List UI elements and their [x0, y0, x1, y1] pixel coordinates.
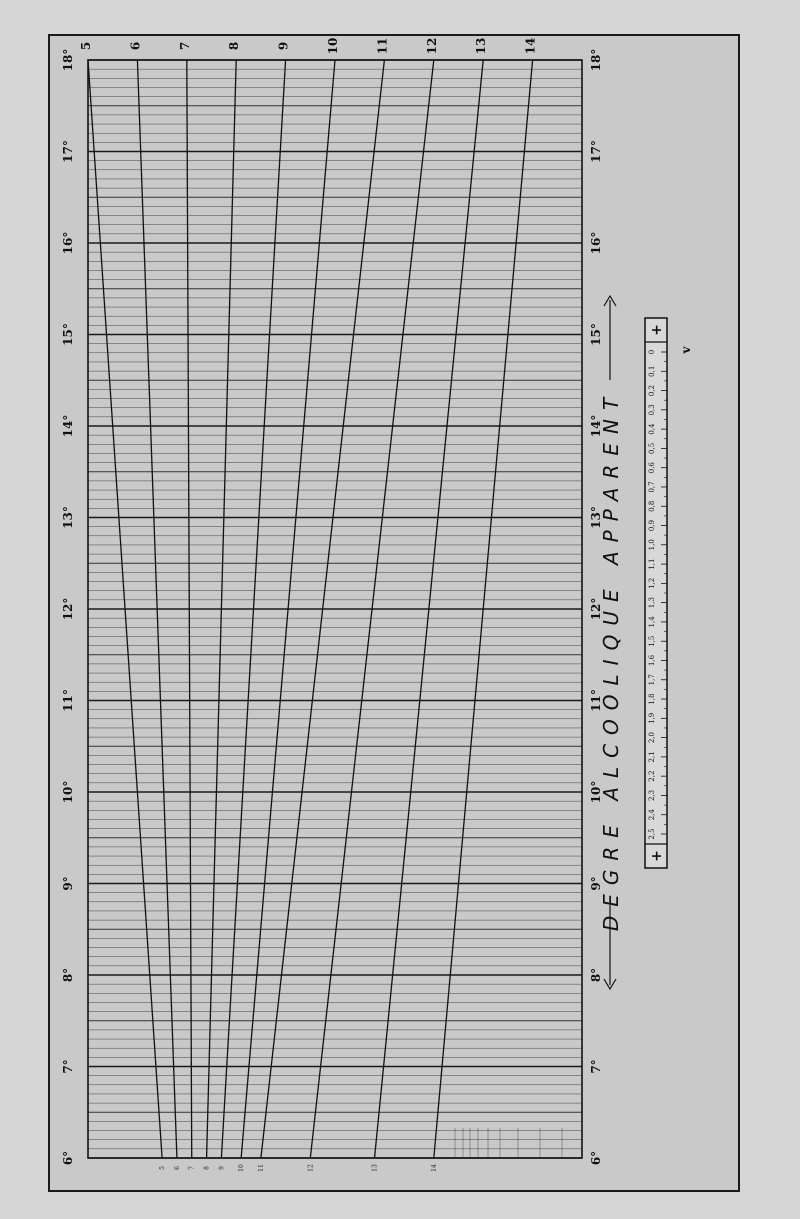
x-tick-label-right: 15° — [589, 323, 603, 346]
x-tick-label-right: 13° — [589, 506, 603, 529]
scale-label: 0,3 — [648, 404, 656, 416]
x-tick-label-left: 15° — [61, 323, 75, 346]
series-label-top: 14 — [523, 37, 538, 55]
scale-label: 0,2 — [648, 384, 656, 397]
scale-label: 0 — [648, 349, 656, 355]
series-label-bottom: 5 — [159, 1166, 167, 1170]
scale-sign: + — [649, 324, 665, 336]
grid — [88, 60, 582, 1158]
axis-title: DEGRE ALCOOLIQUE APPARENT — [599, 388, 623, 932]
scale-label: 2,4 — [648, 809, 656, 821]
series-label-top: 7 — [177, 41, 192, 51]
series-label-bottom: 6 — [173, 1166, 181, 1170]
scale-label: 1,4 — [648, 616, 656, 628]
series-label-top: 8 — [227, 41, 242, 51]
series-label-bottom: 7 — [188, 1166, 196, 1170]
series-label-bottom: 13 — [371, 1164, 379, 1172]
scale-label: 2,2 — [648, 770, 656, 782]
scale-label: 2,0 — [648, 732, 656, 744]
series-label-bottom: 10 — [238, 1164, 246, 1172]
x-tick-label-left: 13° — [61, 506, 75, 529]
scale-label: 2,1 — [648, 751, 656, 763]
scale-label: 1,1 — [648, 558, 656, 570]
scale-label: 0,1 — [648, 365, 656, 377]
x-tick-label-right: 7° — [589, 1059, 603, 1074]
series-label-top: 10 — [326, 37, 340, 55]
margin-mark: v — [679, 346, 693, 354]
x-tick-label-right: 10° — [589, 780, 603, 804]
scale-label: 1,9 — [648, 712, 656, 724]
scale-label: 0,9 — [648, 519, 656, 532]
scale-sign: + — [649, 850, 665, 862]
series-label-bottom: 14 — [430, 1164, 438, 1172]
series-label-bottom: 8 — [203, 1166, 211, 1170]
scale-label: 1,6 — [648, 654, 656, 667]
scale-label: 1,3 — [648, 597, 656, 609]
x-tick-label-right: 18° — [589, 48, 603, 72]
scale-label: 2,3 — [648, 789, 656, 802]
scale-label: 0,6 — [648, 462, 656, 474]
x-tick-label-left: 14° — [61, 414, 75, 438]
scale-label: 0,7 — [648, 481, 656, 493]
x-tick-label-left: 8° — [61, 967, 75, 983]
x-tick-label-right: 16° — [589, 231, 603, 255]
x-tick-label-right: 11° — [589, 689, 603, 712]
series-label-top: 11 — [375, 37, 390, 55]
x-tick-label-left: 9° — [61, 876, 75, 891]
scale-label: 0,5 — [648, 442, 656, 454]
x-tick-label-left: 7° — [61, 1059, 75, 1074]
scale-label: 1,0 — [648, 539, 656, 551]
series-label-bottom: 9 — [218, 1166, 226, 1170]
scale-label: 1,5 — [648, 635, 656, 647]
scale-label: 0,8 — [648, 500, 656, 512]
correction-scale-bar — [645, 318, 667, 868]
scale-label: 0,4 — [648, 423, 656, 435]
x-tick-label-left: 11° — [61, 689, 75, 712]
series-label-bottom: 12 — [307, 1164, 315, 1172]
x-tick-label-right: 8° — [589, 967, 603, 983]
scale-label: 2,5 — [648, 828, 656, 840]
correction-scale — [645, 318, 693, 868]
scale-label: 1,8 — [648, 693, 656, 705]
x-tick-label-left: 18° — [61, 48, 75, 72]
x-tick-label-left: 16° — [61, 231, 75, 255]
scale-label: 1,7 — [648, 674, 656, 686]
x-tick-label-right: 6° — [589, 1150, 603, 1166]
series-label-top: 5 — [79, 41, 93, 51]
x-tick-label-left: 12° — [61, 597, 75, 621]
series-label-top: 13 — [474, 37, 489, 55]
x-tick-label-right: 12° — [589, 597, 603, 621]
series-label-bottom: 11 — [257, 1164, 265, 1172]
x-tick-label-left: 10° — [61, 780, 75, 804]
x-tick-label-left: 6° — [61, 1150, 75, 1166]
x-tick-label-left: 17° — [61, 140, 75, 163]
scale-label: 1,2 — [648, 577, 656, 589]
series-label-top: 12 — [424, 37, 439, 55]
x-tick-label-right: 14° — [589, 414, 603, 438]
series-label-top: 9 — [276, 41, 291, 51]
series-label-top: 6 — [128, 41, 143, 51]
tick-labels — [61, 49, 623, 1166]
x-tick-label-right: 17° — [589, 140, 603, 163]
x-tick-label-right: 9° — [589, 876, 603, 891]
